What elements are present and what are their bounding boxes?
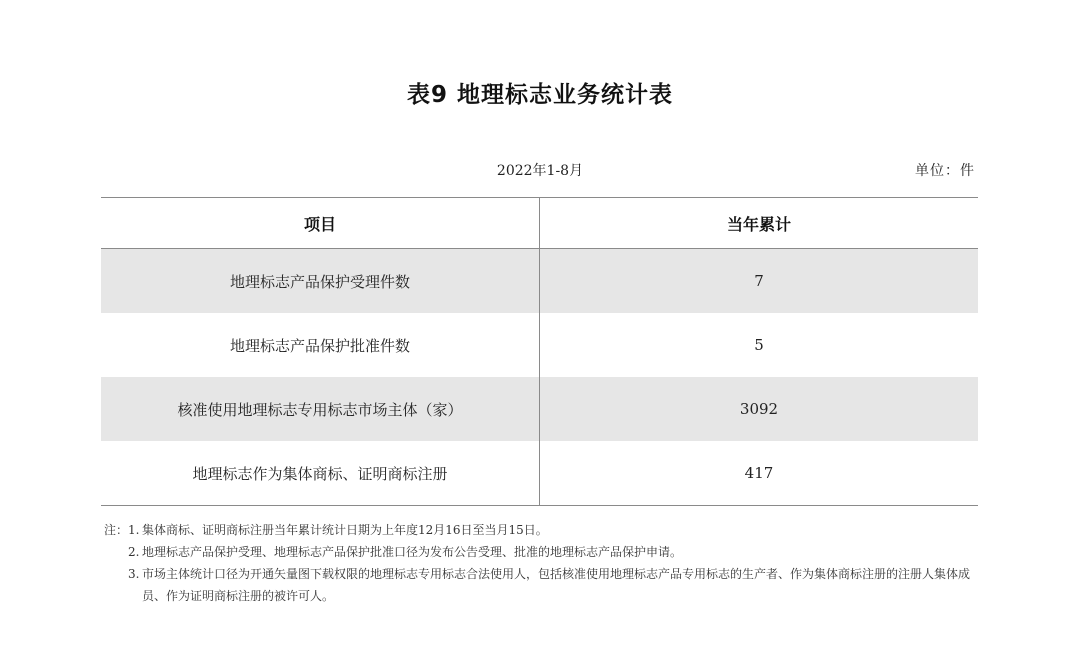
- table-row: [101, 377, 978, 441]
- footnote-prefix: 注：: [104, 523, 129, 537]
- footnote-number: 1.: [128, 523, 140, 537]
- table-row: [101, 313, 978, 377]
- footnotes: [104, 519, 984, 607]
- footnote-text: 集体商标、证明商标注册当年累计统计日期为上年度12月16日至当月15日。: [142, 523, 548, 537]
- table-header-row: [101, 198, 978, 249]
- footnote-number: 2.: [128, 545, 140, 559]
- footnote-text: 地理标志产品保护受理、地理标志产品保护批准口径为发布公告受理、批准的地理标志产品保护申请。: [142, 545, 683, 559]
- row-value: 7: [754, 272, 764, 290]
- unit-label: 单位：件: [915, 163, 975, 179]
- table-title: 表9 地理标志业务统计表: [406, 82, 673, 108]
- statistics-table: [101, 197, 978, 506]
- row-value: 5: [754, 336, 764, 354]
- row-value: 417: [744, 464, 774, 482]
- header-item: 项目: [101, 198, 540, 248]
- statistics-period: 2022年1-8月: [496, 163, 584, 179]
- row-item-label: 核准使用地理标志专用标志市场主体（家）: [101, 377, 540, 441]
- row-item-label: 地理标志产品保护受理件数: [101, 249, 540, 313]
- row-item-label: 地理标志产品保护批准件数: [101, 313, 540, 377]
- footnote-number: 3.: [128, 567, 140, 581]
- row-value: 3092: [739, 400, 779, 418]
- row-item-label: 地理标志作为集体商标、证明商标注册: [101, 441, 540, 505]
- footnote-text: 市场主体统计口径为开通矢量图下载权限的地理标志专用标志合法使用人，包括核准使用地理标志产品专用标志的生产者、作为集体商标注册的注册人集体成员、作为证明商标注册的被许可人。: [142, 567, 971, 603]
- footnote-2: [104, 541, 984, 563]
- footnote-1: [104, 519, 984, 541]
- table-row: [101, 441, 978, 505]
- footnote-3: [104, 563, 984, 607]
- table-row: [101, 249, 978, 313]
- header-cumulative: 当年累计: [726, 214, 791, 234]
